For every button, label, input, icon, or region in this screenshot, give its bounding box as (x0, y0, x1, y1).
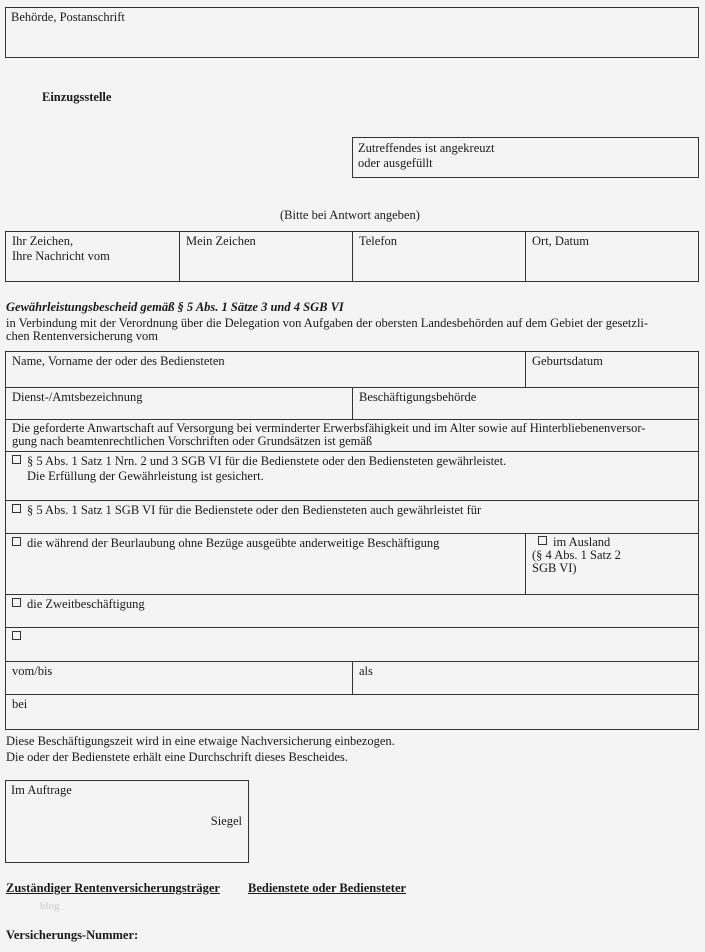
on-behalf-label: Im Auftrage (11, 783, 72, 797)
my-ref-label: Mein Zeichen (186, 234, 256, 248)
checkbox[interactable] (538, 536, 547, 545)
phone-label: Telefon (359, 234, 397, 248)
employer-label: Beschäftigungsbehörde (359, 390, 477, 404)
option-2-label: § 5 Abs. 1 Satz 1 SGB VI für die Bedienstete oder den Bediensteten auch gewährleistet für (27, 503, 482, 517)
as-label: als (359, 664, 373, 678)
marking-note-line: oder ausgefüllt (358, 156, 433, 170)
intro-line: chen Rentenversicherung vom (6, 329, 159, 343)
name-label: Name, Vorname der oder des Bediensteten (12, 354, 225, 368)
job-title-label: Dienst-/Amtsbezeichnung (12, 390, 143, 404)
checkbox[interactable] (12, 504, 21, 513)
place-date-field[interactable] (526, 232, 699, 282)
at-field[interactable] (6, 695, 699, 730)
option-2-row[interactable] (6, 501, 699, 534)
abroad-option[interactable] (526, 534, 699, 595)
checkbox[interactable] (12, 537, 21, 546)
option-1-label: § 5 Abs. 1 Satz 1 Nrn. 2 und 3 SGB VI für die Bedienstete oder den Bediensteten gewährleistet. (27, 454, 507, 468)
option-5-row[interactable] (6, 628, 699, 662)
birthdate-label: Geburtsdatum (532, 354, 603, 368)
checkbox[interactable] (12, 455, 21, 464)
your-message-label: Ihre Nachricht vom (12, 249, 110, 263)
option-4-label: die Zweitbeschäftigung (27, 597, 145, 611)
insurer-heading: Zuständiger Rentenversicherungsträger (6, 881, 220, 895)
footer-line: Diese Beschäftigungszeit wird in eine etwaige Nachversicherung einbezogen. (6, 734, 395, 748)
reply-note: (Bitte bei Antwort angeben) (280, 208, 420, 222)
authority-label: Behörde, Postanschrift (11, 10, 125, 24)
option-1-row[interactable] (6, 452, 699, 501)
intro-line: in Verbindung mit der Verordnung über die Delegation von Aufgaben der obersten Landesbehörden auf dem Gebiet der gesetzli- (6, 316, 649, 330)
marking-note-box (352, 137, 699, 178)
statement-line: Die geforderte Anwartschaft auf Versorgung bei verminderter Erwerbsfähigkeit und im Alter sowie auf Hinterbliebenenversor- (12, 421, 646, 435)
footer-line: Die oder der Bedienstete erhält eine Durchschrift dieses Bescheides. (6, 750, 348, 764)
statement-line: gung nach beamtenrechtlichen Vorschriften oder Grundsätzen ist gemäß (12, 434, 373, 448)
statement-row (6, 420, 699, 452)
main-form-table (5, 351, 699, 730)
phone-field[interactable] (353, 232, 526, 282)
your-reference-field[interactable] (6, 232, 180, 282)
checkbox[interactable] (12, 598, 21, 607)
your-ref-label: Ihr Zeichen, (12, 234, 74, 248)
employee-heading: Bedienstete oder Bediensteter (248, 881, 407, 895)
marking-note-line: Zutreffendes ist angekreuzt (358, 141, 495, 155)
option-3-label: die während der Beurlaubung ohne Bezüge ausgeübte anderweitige Beschäftigung (27, 536, 440, 550)
at-label: bei (12, 697, 28, 711)
my-reference-field[interactable] (180, 232, 353, 282)
document-title: Gewährleistungsbescheid gemäß § 5 Abs. 1 Sätze 3 und 4 SGB VI (6, 300, 344, 314)
insurance-number-label: Versicherungs-Nummer: (6, 928, 139, 942)
option-3-row[interactable] (6, 534, 526, 595)
birthdate-field[interactable] (526, 352, 699, 388)
abroad-ref: (§ 4 Abs. 1 Satz 2 (532, 548, 621, 562)
job-title-field[interactable] (6, 388, 353, 420)
period-label: vom/bis (12, 664, 53, 678)
abroad-label: im Ausland (553, 535, 611, 549)
option-1-note: Die Erfüllung der Gewährleistung ist gesichert. (27, 469, 264, 483)
seal-label: Siegel (210, 814, 242, 828)
place-date-label: Ort, Datum (532, 234, 589, 248)
option-4-row[interactable] (6, 595, 699, 628)
watermark: blog (40, 900, 60, 912)
employer-field[interactable] (353, 388, 699, 420)
abroad-ref: SGB VI) (532, 561, 577, 575)
as-field[interactable] (353, 662, 699, 695)
signature-box[interactable] (5, 780, 249, 863)
collection-office-label: Einzugsstelle (42, 90, 112, 104)
name-field[interactable] (6, 352, 526, 388)
checkbox[interactable] (12, 631, 21, 640)
period-field[interactable] (6, 662, 353, 695)
reference-row (5, 231, 699, 282)
authority-address-box[interactable] (5, 7, 699, 58)
